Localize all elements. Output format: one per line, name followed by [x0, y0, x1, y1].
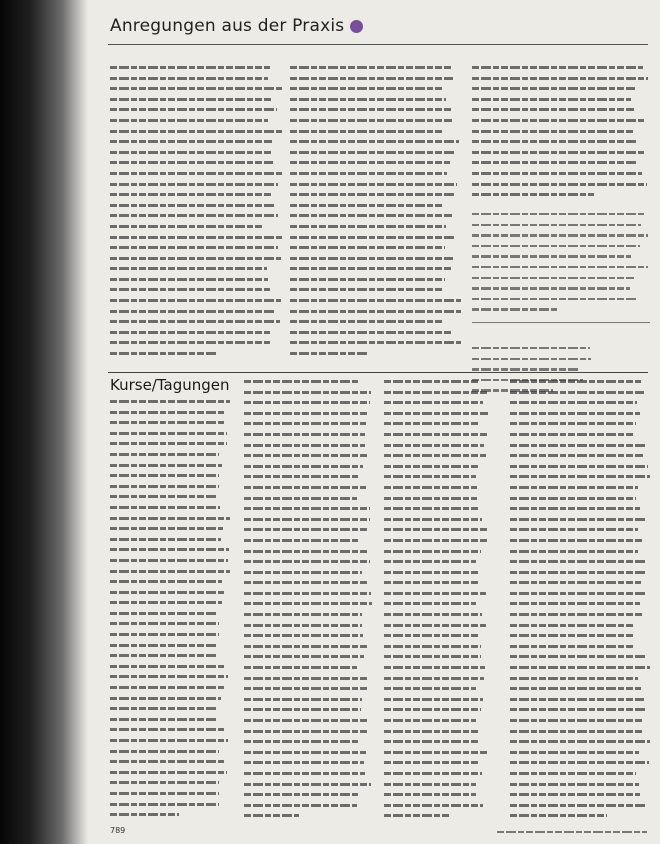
text-line — [290, 136, 462, 147]
text-line — [472, 83, 650, 94]
kurse-column-3 — [384, 376, 488, 821]
text-line — [110, 438, 230, 449]
text-line — [384, 673, 488, 684]
text-line — [290, 306, 462, 317]
text-line — [384, 726, 488, 737]
text-line — [472, 242, 650, 253]
text-line — [510, 598, 650, 609]
text-line — [110, 242, 284, 253]
text-line — [110, 157, 284, 168]
text-line — [510, 535, 650, 546]
text-line — [110, 650, 230, 661]
text-line — [244, 757, 372, 768]
text-line — [510, 810, 650, 821]
article-column-2 — [290, 62, 462, 359]
text-line — [384, 641, 488, 652]
text-line — [384, 535, 488, 546]
text-line — [110, 534, 230, 545]
text-line — [110, 513, 230, 524]
text-line — [510, 471, 650, 482]
text-line — [110, 724, 230, 735]
text-line — [110, 809, 230, 820]
text-line — [244, 673, 372, 684]
text-line — [510, 376, 650, 387]
text-line — [244, 546, 372, 557]
text-line — [244, 800, 372, 811]
text-line — [110, 115, 284, 126]
text-line — [290, 284, 462, 295]
section-divider — [108, 372, 648, 373]
text-line — [110, 73, 284, 84]
text-line — [244, 641, 372, 652]
text-line — [110, 576, 230, 587]
text-line — [110, 62, 284, 73]
text-line — [510, 768, 650, 779]
text-line — [290, 327, 462, 338]
text-line — [110, 671, 230, 682]
kurse-column-3-lines — [384, 376, 488, 821]
text-line — [384, 524, 488, 535]
text-line — [510, 673, 650, 684]
text-line — [510, 577, 650, 588]
text-line — [110, 126, 284, 137]
text-line — [244, 630, 372, 641]
book-spine-shadow — [0, 0, 88, 844]
text-line — [110, 714, 230, 725]
text-line — [510, 715, 650, 726]
text-line — [472, 157, 650, 168]
text-line — [244, 715, 372, 726]
text-line — [384, 630, 488, 641]
text-line — [472, 189, 650, 200]
text-line — [244, 598, 372, 609]
text-line — [290, 263, 462, 274]
text-line — [290, 221, 462, 232]
text-line — [110, 703, 230, 714]
text-line — [384, 747, 488, 758]
text-line — [244, 789, 372, 800]
text-line — [244, 556, 372, 567]
text-line — [472, 94, 650, 105]
text-line — [510, 397, 650, 408]
text-line — [110, 661, 230, 672]
text-line — [290, 94, 462, 105]
text-line — [472, 73, 650, 84]
text-line — [244, 588, 372, 599]
page-header — [110, 14, 363, 38]
text-line — [384, 514, 488, 525]
text-line — [384, 757, 488, 768]
text-line — [110, 210, 284, 221]
article-column-3-lines — [472, 62, 650, 200]
section-title: Anregungen aus der Praxis — [110, 16, 345, 36]
text-line — [510, 704, 650, 715]
text-line — [110, 799, 230, 810]
text-line — [384, 503, 488, 514]
text-line — [110, 735, 230, 746]
text-line — [510, 556, 650, 567]
text-line — [110, 274, 284, 285]
text-line — [384, 683, 488, 694]
text-line — [510, 440, 650, 451]
text-line — [244, 387, 372, 398]
text-line — [510, 630, 650, 641]
text-line — [244, 694, 372, 705]
text-line — [244, 704, 372, 715]
text-line — [510, 757, 650, 768]
text-line — [510, 482, 650, 493]
text-line — [110, 693, 230, 704]
text-line — [290, 126, 462, 137]
text-line — [110, 449, 230, 460]
text-line — [290, 274, 462, 285]
text-line — [244, 450, 372, 461]
page-number: 789 — [110, 826, 126, 835]
text-line — [110, 544, 230, 555]
text-line — [110, 407, 230, 418]
text-line — [244, 397, 372, 408]
text-line — [244, 609, 372, 620]
text-line — [510, 662, 650, 673]
text-line — [290, 200, 462, 211]
text-line — [510, 514, 650, 525]
text-line — [472, 115, 650, 126]
bio-divider — [472, 322, 650, 323]
text-line — [384, 704, 488, 715]
text-line — [384, 471, 488, 482]
kurse-column-1 — [110, 396, 230, 820]
text-line — [384, 768, 488, 779]
text-line — [510, 694, 650, 705]
text-line — [110, 253, 284, 264]
text-line — [384, 609, 488, 620]
journal-reference — [497, 828, 647, 841]
text-line — [384, 662, 488, 673]
text-line — [510, 800, 650, 811]
text-line — [110, 640, 230, 651]
text-line — [110, 777, 230, 788]
text-line — [384, 577, 488, 588]
text-line — [290, 179, 462, 190]
text-line — [110, 337, 284, 348]
text-line — [110, 460, 230, 471]
text-line — [384, 694, 488, 705]
text-line — [472, 231, 650, 242]
text-line — [110, 348, 284, 359]
text-line — [384, 493, 488, 504]
text-line — [110, 470, 230, 481]
text-line — [110, 428, 230, 439]
text-line — [290, 295, 462, 306]
article-column-2-lines — [290, 62, 462, 359]
kurse-column-1-lines — [110, 396, 230, 820]
text-line — [110, 682, 230, 693]
text-line — [510, 567, 650, 578]
text-line — [510, 588, 650, 599]
text-line — [110, 284, 284, 295]
author-bio — [472, 210, 650, 316]
text-line — [244, 376, 372, 387]
text-line — [510, 493, 650, 504]
text-line — [244, 493, 372, 504]
text-line — [110, 263, 284, 274]
text-line — [510, 408, 650, 419]
text-line — [110, 316, 284, 327]
text-line — [110, 608, 230, 619]
text-line — [472, 365, 592, 376]
article-column-1 — [110, 62, 284, 359]
text-line — [110, 104, 284, 115]
text-line — [244, 440, 372, 451]
text-line — [384, 546, 488, 557]
text-line — [472, 295, 650, 306]
kurse-column-2 — [244, 376, 372, 821]
text-line — [472, 210, 650, 221]
text-line — [510, 387, 650, 398]
text-line — [290, 242, 462, 253]
text-line — [244, 577, 372, 588]
text-line — [244, 535, 372, 546]
text-line — [110, 555, 230, 566]
text-line — [384, 567, 488, 578]
text-line — [510, 503, 650, 514]
text-line — [510, 779, 650, 790]
text-line — [110, 566, 230, 577]
text-line — [110, 232, 284, 243]
text-line — [290, 73, 462, 84]
text-line — [244, 620, 372, 631]
text-line — [110, 295, 284, 306]
text-line — [384, 651, 488, 662]
text-line — [244, 651, 372, 662]
text-line — [510, 450, 650, 461]
text-line — [384, 429, 488, 440]
text-line — [510, 641, 650, 652]
text-line — [290, 62, 462, 73]
text-line — [510, 747, 650, 758]
section-dot-icon — [350, 20, 363, 33]
text-line — [384, 598, 488, 609]
text-line — [110, 587, 230, 598]
text-line — [290, 253, 462, 264]
text-line — [290, 168, 462, 179]
text-line — [472, 62, 650, 73]
text-line — [290, 316, 462, 327]
text-line — [290, 157, 462, 168]
text-line — [110, 189, 284, 200]
text-line — [244, 503, 372, 514]
text-line — [384, 800, 488, 811]
text-line — [110, 629, 230, 640]
text-line — [510, 651, 650, 662]
text-line — [110, 83, 284, 94]
text-line — [110, 597, 230, 608]
text-line — [244, 524, 372, 535]
text-line — [110, 221, 284, 232]
text-line — [472, 104, 650, 115]
text-line — [244, 567, 372, 578]
text-line — [384, 715, 488, 726]
text-line — [384, 588, 488, 599]
text-line — [244, 418, 372, 429]
text-line — [384, 397, 488, 408]
text-line — [290, 232, 462, 243]
text-line — [244, 514, 372, 525]
text-line — [244, 726, 372, 737]
text-line — [384, 810, 488, 821]
article-column-3 — [472, 62, 650, 200]
text-line — [472, 344, 592, 355]
text-line — [110, 417, 230, 428]
text-line — [290, 104, 462, 115]
text-line — [290, 83, 462, 94]
text-line — [384, 440, 488, 451]
text-line — [290, 337, 462, 348]
text-line — [110, 481, 230, 492]
text-line — [244, 429, 372, 440]
text-line — [384, 387, 488, 398]
text-line — [384, 620, 488, 631]
text-line — [244, 768, 372, 779]
text-line — [472, 263, 650, 274]
text-line — [472, 252, 650, 263]
text-line — [510, 789, 650, 800]
text-line — [110, 147, 284, 158]
text-line — [384, 376, 488, 387]
kurse-column-2-lines — [244, 376, 372, 821]
text-line — [472, 305, 650, 316]
text-line — [510, 620, 650, 631]
text-line — [244, 482, 372, 493]
kurse-column-4 — [510, 376, 650, 821]
text-line — [244, 779, 372, 790]
text-line — [384, 779, 488, 790]
text-line — [384, 789, 488, 800]
text-line — [472, 355, 592, 366]
text-line — [244, 810, 372, 821]
text-line — [110, 523, 230, 534]
text-line — [290, 115, 462, 126]
text-line — [384, 736, 488, 747]
text-line — [472, 168, 650, 179]
kurse-heading: Kurse/Tagungen — [110, 376, 230, 394]
text-line — [510, 524, 650, 535]
text-line — [472, 126, 650, 137]
text-line — [510, 429, 650, 440]
text-line — [472, 221, 650, 232]
text-line — [290, 189, 462, 200]
author-bio-lines — [472, 210, 650, 316]
text-line — [510, 726, 650, 737]
text-line — [510, 609, 650, 620]
header-rule — [108, 44, 648, 45]
text-line — [244, 736, 372, 747]
text-line — [110, 306, 284, 317]
text-line — [510, 461, 650, 472]
text-line — [110, 168, 284, 179]
text-line — [510, 683, 650, 694]
text-line — [384, 556, 488, 567]
text-line — [244, 662, 372, 673]
text-line — [244, 461, 372, 472]
article-column-1-lines — [110, 62, 284, 359]
text-line — [472, 284, 650, 295]
kurse-column-4-lines — [510, 376, 650, 821]
text-line — [110, 618, 230, 629]
text-line — [290, 147, 462, 158]
text-line — [384, 408, 488, 419]
text-line — [110, 746, 230, 757]
text-line — [110, 200, 284, 211]
text-line — [110, 136, 284, 147]
text-line — [110, 94, 284, 105]
text-line — [472, 274, 650, 285]
text-line — [244, 408, 372, 419]
text-line — [472, 147, 650, 158]
text-line — [510, 736, 650, 747]
text-line — [384, 418, 488, 429]
text-line — [110, 396, 230, 407]
text-line — [110, 327, 284, 338]
text-line — [110, 491, 230, 502]
text-line — [384, 482, 488, 493]
text-line — [472, 136, 650, 147]
text-line — [290, 210, 462, 221]
text-line — [110, 179, 284, 190]
text-line — [110, 767, 230, 778]
text-line — [510, 418, 650, 429]
text-line — [510, 546, 650, 557]
text-line — [110, 502, 230, 513]
text-line — [244, 683, 372, 694]
text-line — [472, 179, 650, 190]
text-line — [384, 450, 488, 461]
text-line — [110, 788, 230, 799]
text-line — [244, 747, 372, 758]
text-line — [244, 471, 372, 482]
text-line — [290, 348, 462, 359]
text-line — [384, 461, 488, 472]
text-line — [110, 756, 230, 767]
